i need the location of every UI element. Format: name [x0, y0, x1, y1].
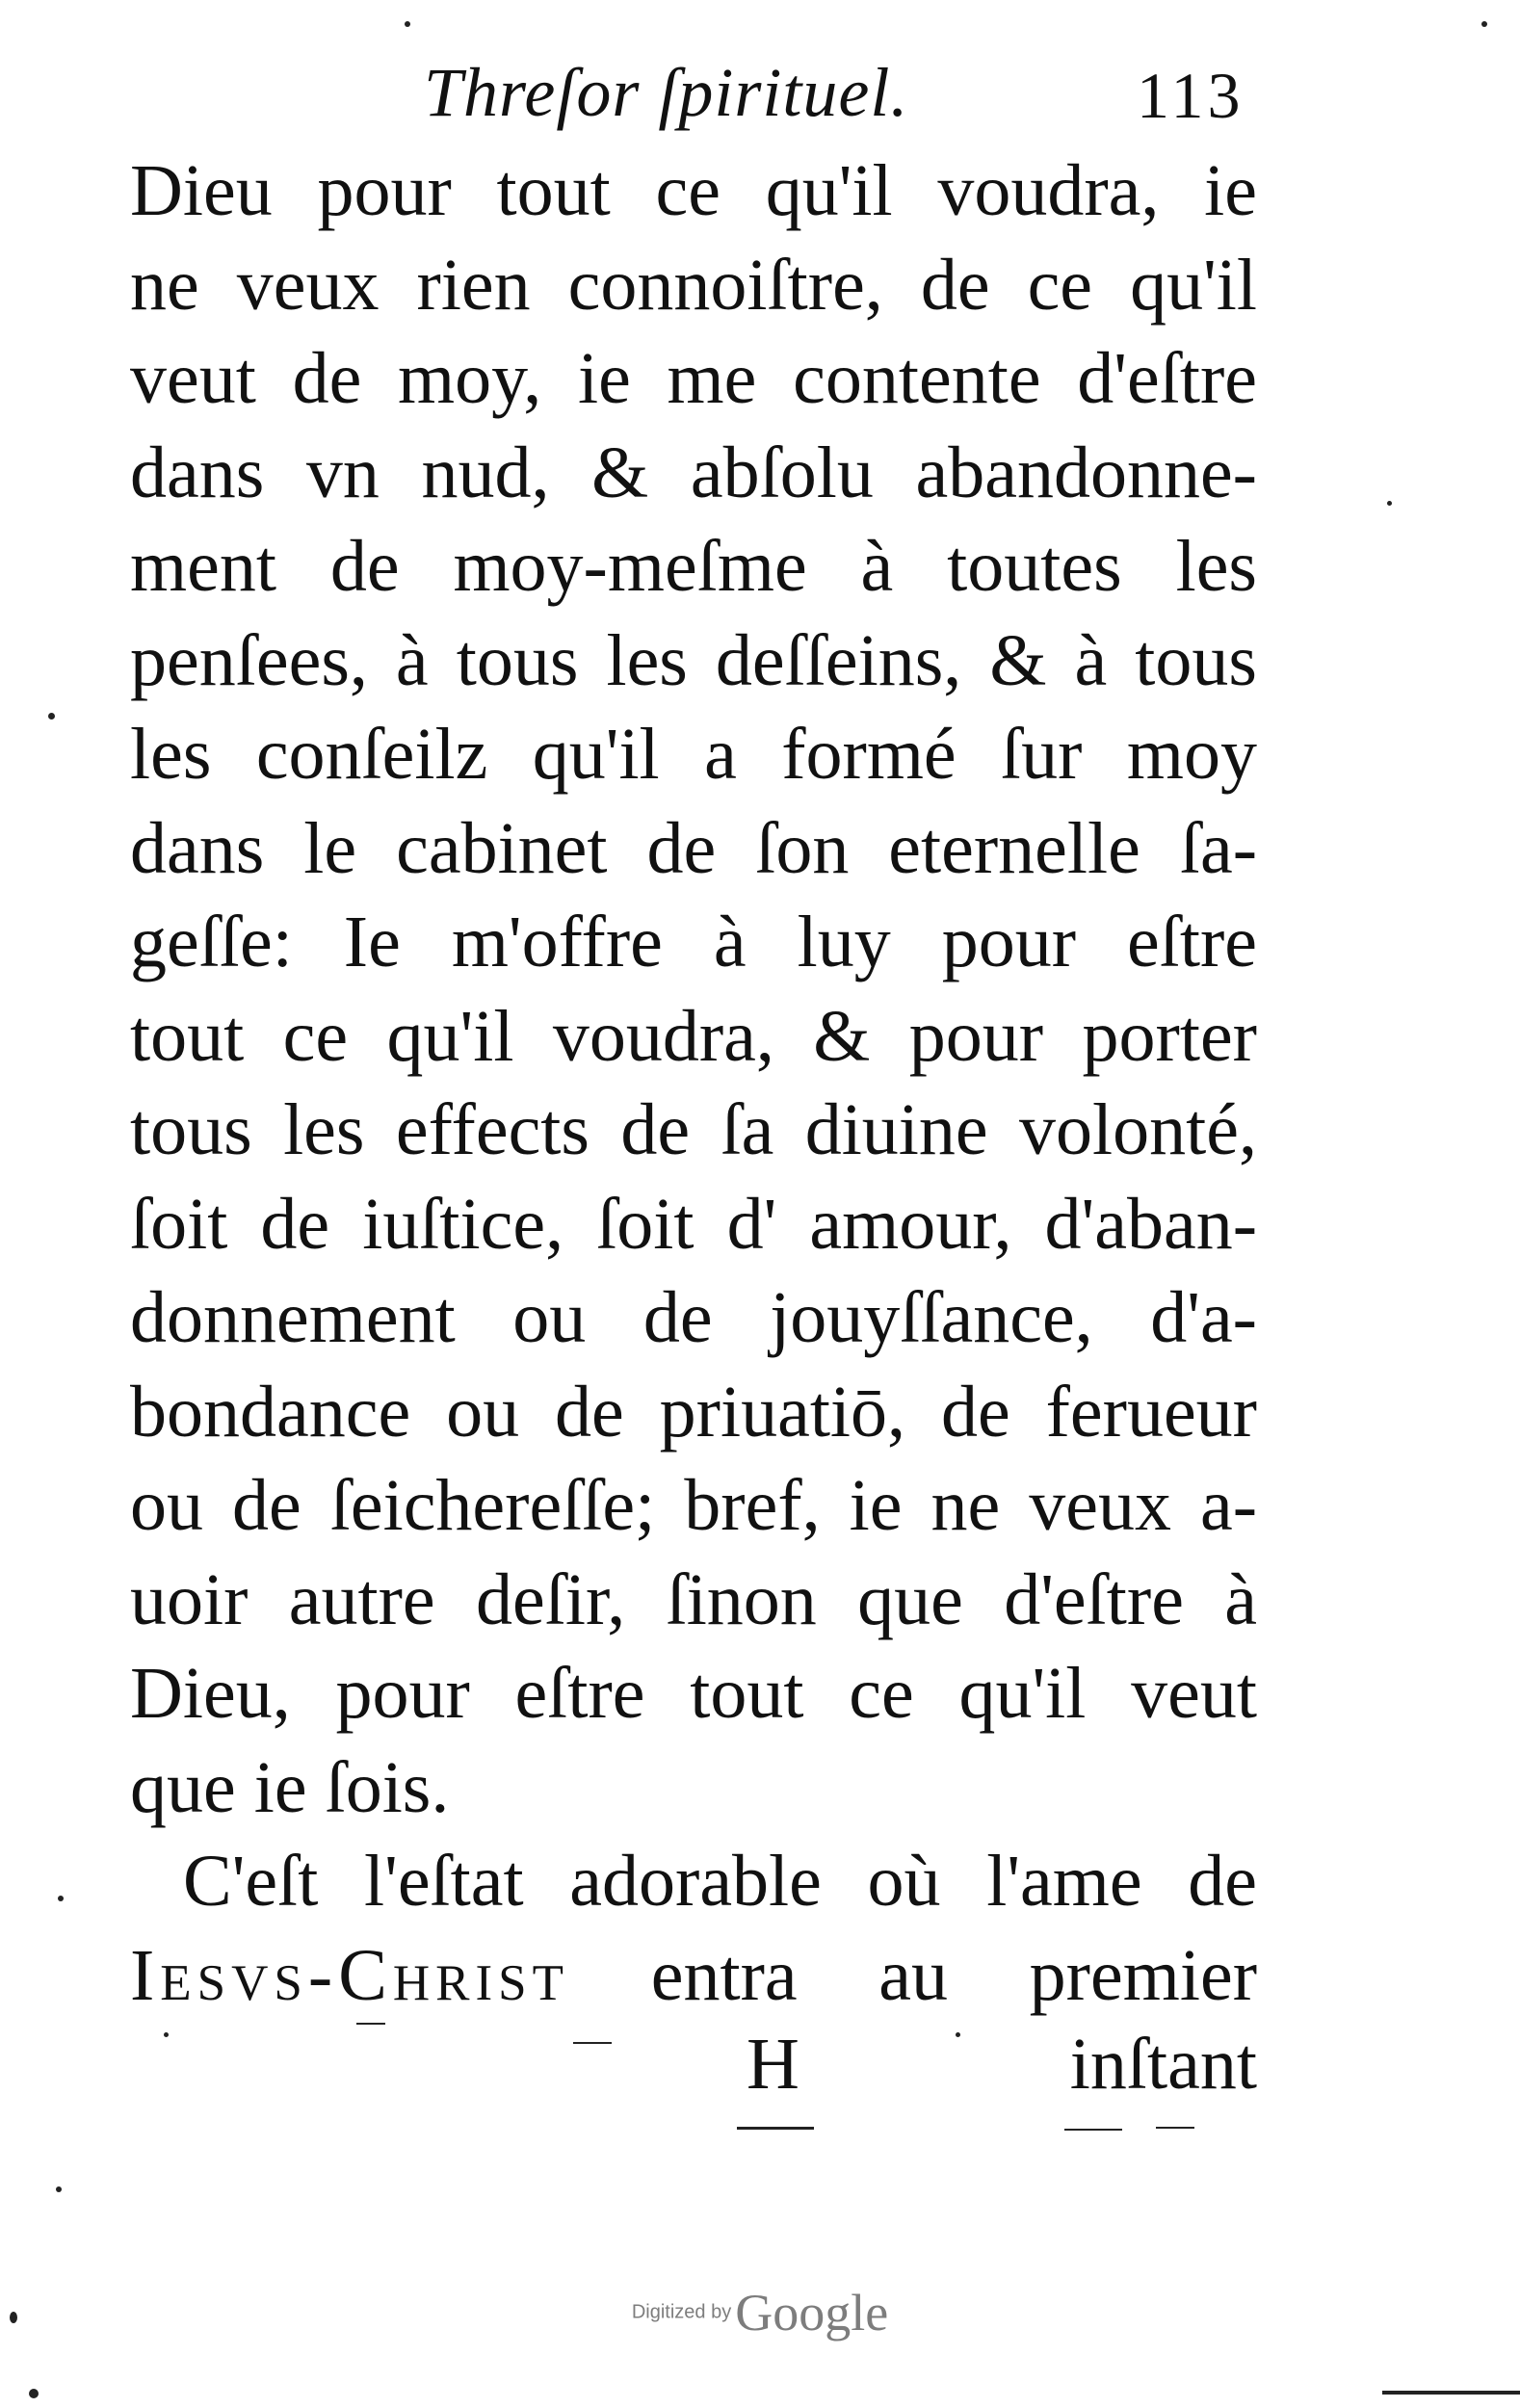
ink-speck — [1481, 21, 1487, 27]
digitizer-prefix: Digitized by — [631, 2301, 732, 2323]
signature-mark: H — [747, 2024, 799, 2105]
signature-line — [130, 2023, 1257, 2129]
ink-speck — [164, 2032, 169, 2037]
holy-name: Iesvs-Christ — [130, 1934, 570, 2016]
ink-speck — [956, 2032, 960, 2037]
text-line-15: ou de ſeichereſſe; bref, ie ne veux a- — [130, 1465, 1257, 1546]
text-line-18: que ie ſois. — [130, 1746, 450, 1828]
text-line-8: dans le cabinet de ſon eternelle ſa- — [130, 807, 1257, 889]
paragraph-2-line-2 — [130, 1929, 1257, 2024]
text-line-9: geſſe: Ie m'offre à luy pour eſtre — [130, 902, 1257, 982]
text-line-7: les conſeilz qu'il a formé ſur moy — [130, 714, 1257, 795]
text-line-5: ment de moy-meſme à toutes les — [130, 526, 1257, 607]
signature-underline — [737, 2127, 814, 2130]
digitizer-brand: Google — [735, 2284, 889, 2342]
text-line-10: tout ce qu'il voudra, & pour porter — [130, 995, 1257, 1077]
text-line-14: bondance ou de priuatiō, de ferueur — [130, 1371, 1257, 1453]
ink-speck — [48, 713, 55, 720]
text-line-11: tous les effects de ſa diuine volonté, — [130, 1089, 1257, 1170]
ink-speck — [1387, 501, 1392, 506]
text-line-4: dans vn nud, & abſolu abandonne- — [130, 432, 1257, 513]
page-number: 113 — [1137, 59, 1245, 132]
text-line-6: penſees, à tous les deſſeins, & à tous — [130, 619, 1257, 701]
ink-speck — [58, 1896, 64, 1901]
page-edge-rule — [1382, 2391, 1520, 2395]
body-text — [130, 144, 1257, 2023]
text-line-2: ne veux rien connoiſtre, de ce qu'il — [130, 244, 1257, 326]
text-line-13: donnement ou de jouyſſance, d'a- — [130, 1277, 1257, 1358]
text-line-3: veut de moy, ie me contente d'eſtre — [130, 338, 1257, 419]
catchword: inſtant — [1069, 2024, 1257, 2105]
margin-rule-mid — [573, 2042, 612, 2044]
ink-speck — [29, 2389, 39, 2398]
catchword-underline — [1064, 2129, 1122, 2131]
ink-speck — [56, 2186, 62, 2192]
catchword-underline-2 — [1156, 2127, 1194, 2129]
ink-speck — [405, 21, 410, 27]
running-title: Threſor ſpirituel. — [424, 54, 909, 131]
paragraph-2-line-2-rest: entra au premier — [650, 1934, 1257, 2016]
text-line-12: ſoit de iuſtice, ſoit d' amour, d'aban- — [130, 1183, 1257, 1265]
margin-rule-left — [356, 2023, 385, 2025]
digitizer-watermark — [0, 2283, 1520, 2343]
text-line-1: Dieu pour tout ce qu'il voudra, ie — [130, 150, 1257, 231]
paragraph-2-line-1: C'eſt l'eſtat adorable où l'ame de — [183, 1841, 1257, 1922]
text-line-16: uoir autre deſir, ſinon que d'eſtre à — [130, 1558, 1257, 1640]
text-line-17: Dieu, pour eſtre tout ce qu'il veut — [130, 1653, 1257, 1734]
